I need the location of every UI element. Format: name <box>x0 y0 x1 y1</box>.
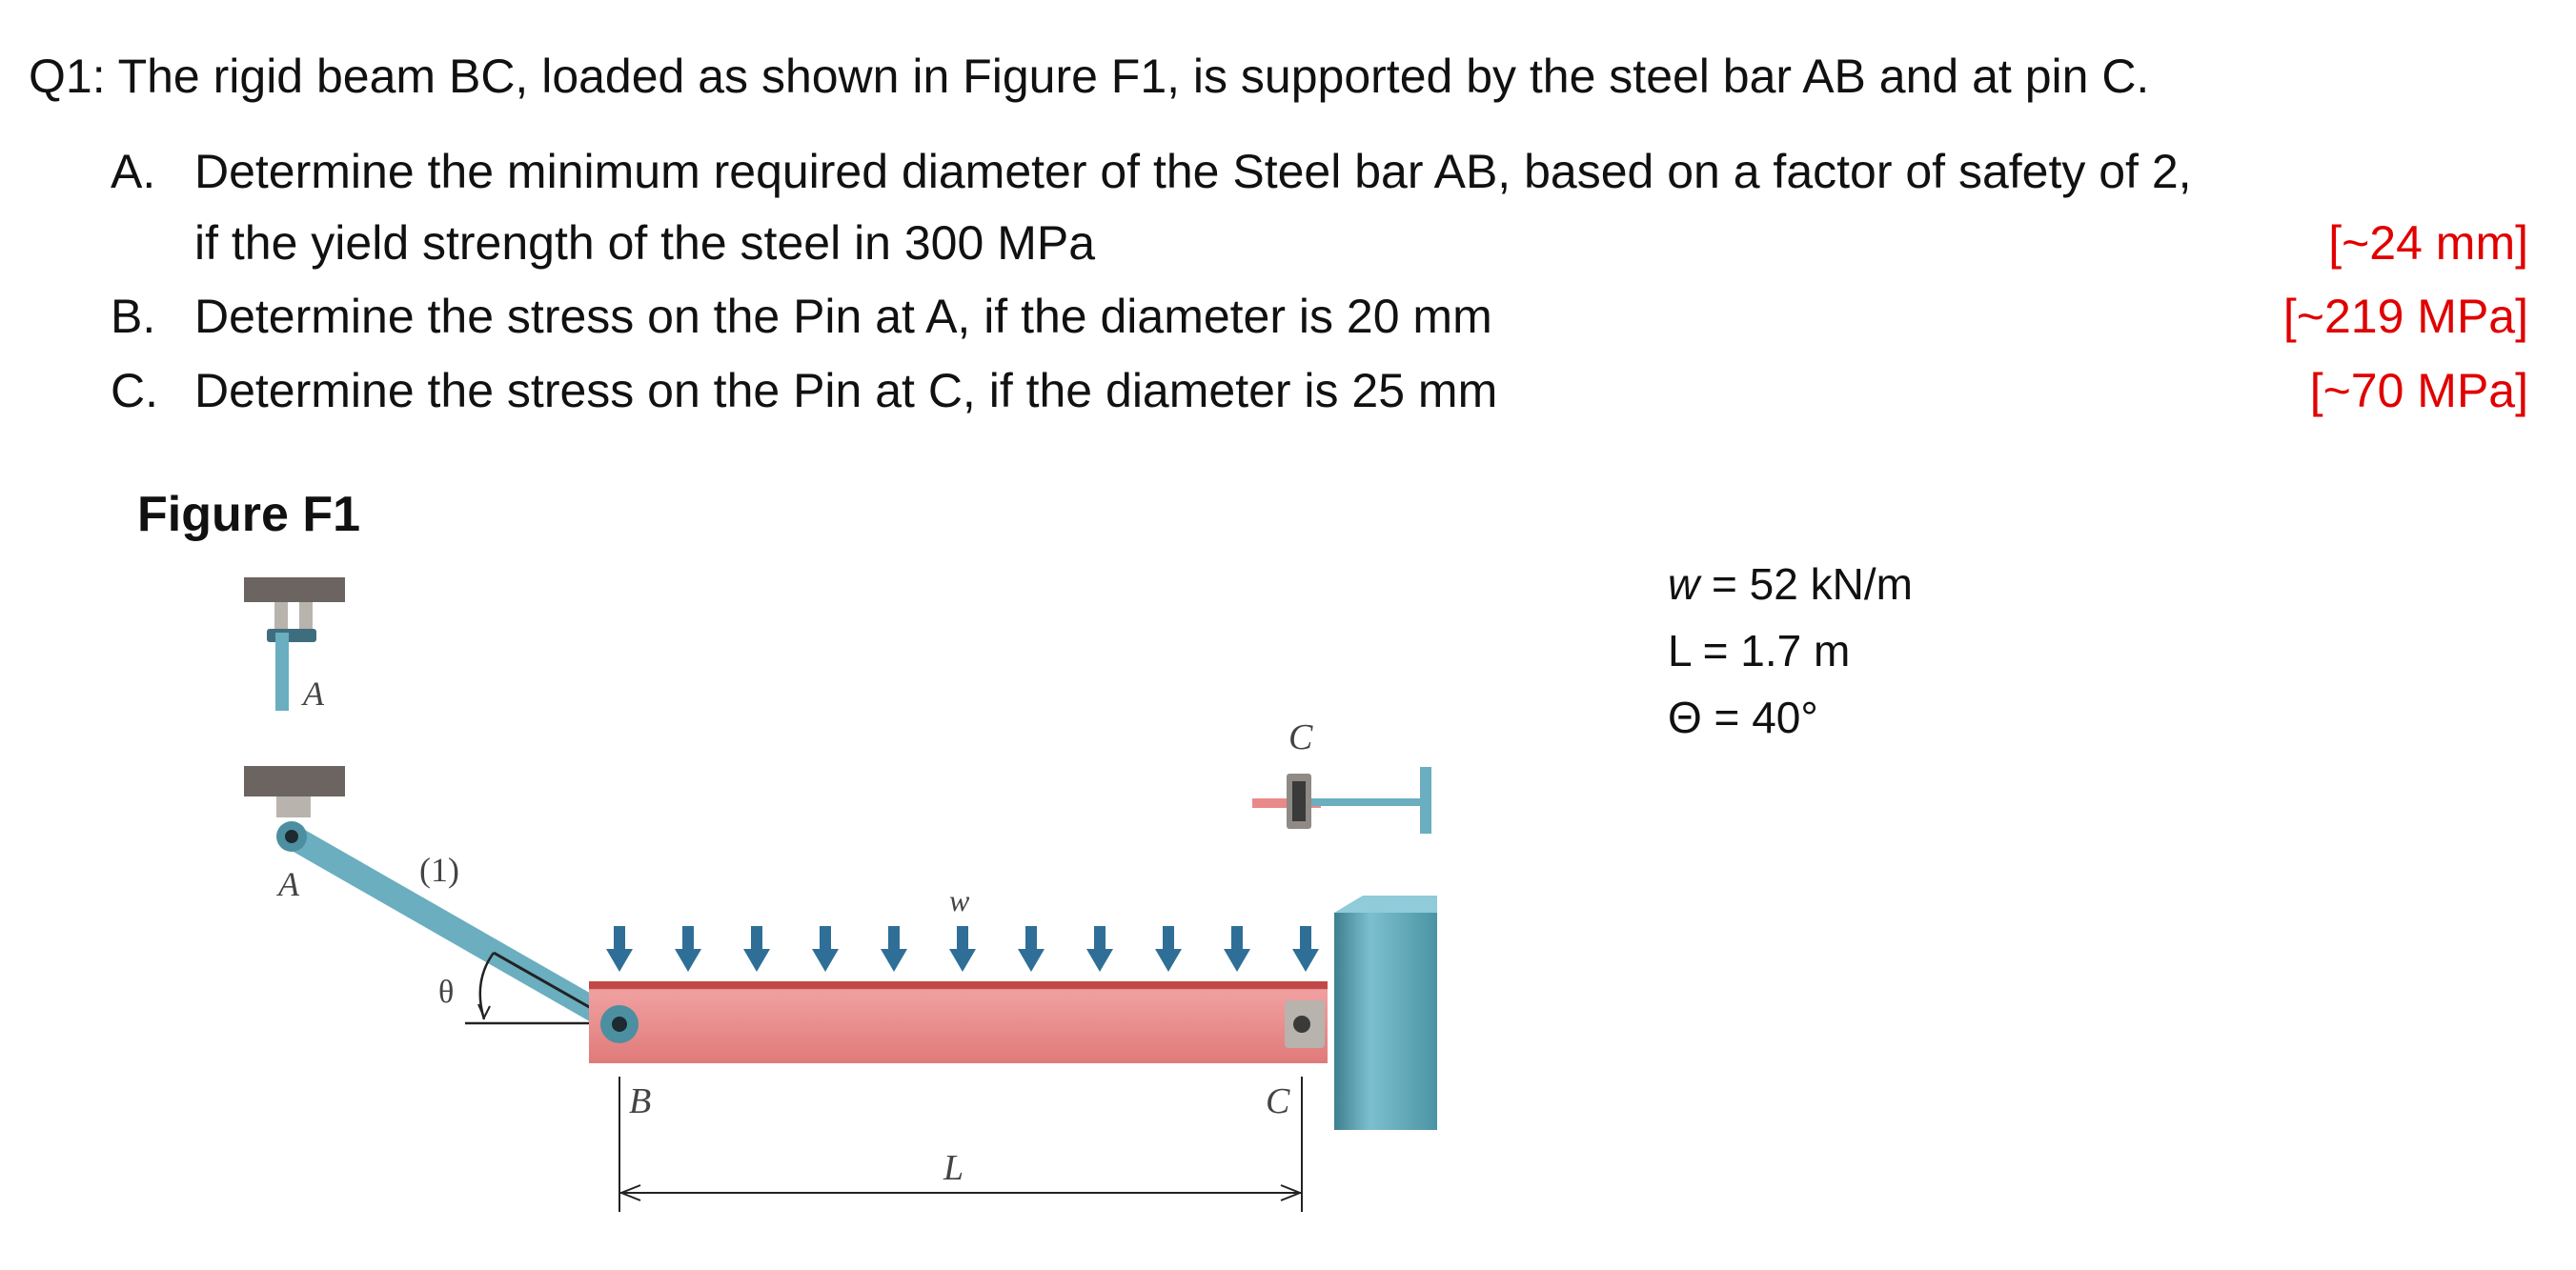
wall-c-top <box>1334 896 1437 913</box>
support-a-ceiling <box>244 766 345 796</box>
part-b-letter: B. <box>111 290 156 343</box>
beam-bc <box>589 981 1328 1063</box>
part-b-text: Determine the stress on the Pin at A, if the diameter is 20 mm <box>194 290 1492 343</box>
theta-bar-line <box>494 953 591 1008</box>
detail-c-plate <box>1311 798 1426 806</box>
support-a-bracket <box>276 796 311 817</box>
load-arrow <box>881 926 907 972</box>
param-w-value: = 52 kN/m <box>1699 559 1913 609</box>
label-theta: θ <box>438 975 455 1010</box>
wall-c <box>1334 913 1437 1130</box>
load-arrow <box>1018 926 1045 972</box>
load-arrow <box>743 926 770 972</box>
load-arrow <box>606 926 633 972</box>
beam-top-edge <box>589 981 1328 989</box>
detail-c-pin <box>1292 781 1306 821</box>
part-a-text-line2: if the yield strength of the steel in 300 MPa <box>194 216 1095 270</box>
load-arrow <box>812 926 839 972</box>
label-b: B <box>629 1081 652 1121</box>
detail-a-ceiling <box>244 577 345 602</box>
label-a: A <box>278 865 299 903</box>
pin-a-center <box>285 830 298 843</box>
param-length: L = 1.7 m <box>1668 626 1851 675</box>
detail-c-wall <box>1420 767 1431 834</box>
detail-pin-a <box>244 577 345 713</box>
param-theta: Θ = 40° <box>1668 693 1818 742</box>
distributed-load <box>606 926 1319 972</box>
part-a-letter: A. <box>111 145 156 198</box>
pin-c <box>1293 1016 1310 1033</box>
label-member-1: (1) <box>419 851 459 889</box>
label-w: w <box>949 883 970 917</box>
label-l: L <box>943 1148 964 1188</box>
load-arrow <box>1292 926 1319 972</box>
part-c-answer: [~70 MPa] <box>2309 364 2528 417</box>
question-title: Q1: The rigid beam BC, loaded as shown in Figure F1, is supported by the steel bar AB and at pin C. <box>29 50 2150 103</box>
theta-arc-arrow <box>478 1004 490 1018</box>
detail-a-pin <box>267 629 316 642</box>
load-arrow <box>1086 926 1113 972</box>
detail-pin-c <box>1252 717 1431 834</box>
part-a-answer: [~24 mm] <box>2328 216 2528 270</box>
detail-a-bar <box>275 633 289 711</box>
detail-a-bracket-right <box>299 602 313 629</box>
figure-title: Figure F1 <box>137 487 361 542</box>
param-w-symbol: w <box>1668 559 1700 609</box>
detail-c-label: C <box>1288 717 1313 757</box>
label-c: C <box>1266 1081 1290 1121</box>
part-b-answer: [~219 MPa] <box>2282 290 2528 343</box>
detail-a-bracket-left <box>274 602 288 629</box>
part-c-letter: C. <box>111 364 158 417</box>
load-arrow <box>1155 926 1182 972</box>
pin-b-center <box>612 1017 627 1032</box>
load-arrow <box>949 926 976 972</box>
load-arrow <box>1224 926 1250 972</box>
part-c-text: Determine the stress on the Pin at C, if the diameter is 25 mm <box>194 364 1498 417</box>
load-arrow <box>675 926 701 972</box>
part-a-text-line1: Determine the minimum required diameter of the Steel bar AB, based on a factor of safety of 2, <box>194 145 2192 198</box>
detail-a-label: A <box>303 675 324 713</box>
